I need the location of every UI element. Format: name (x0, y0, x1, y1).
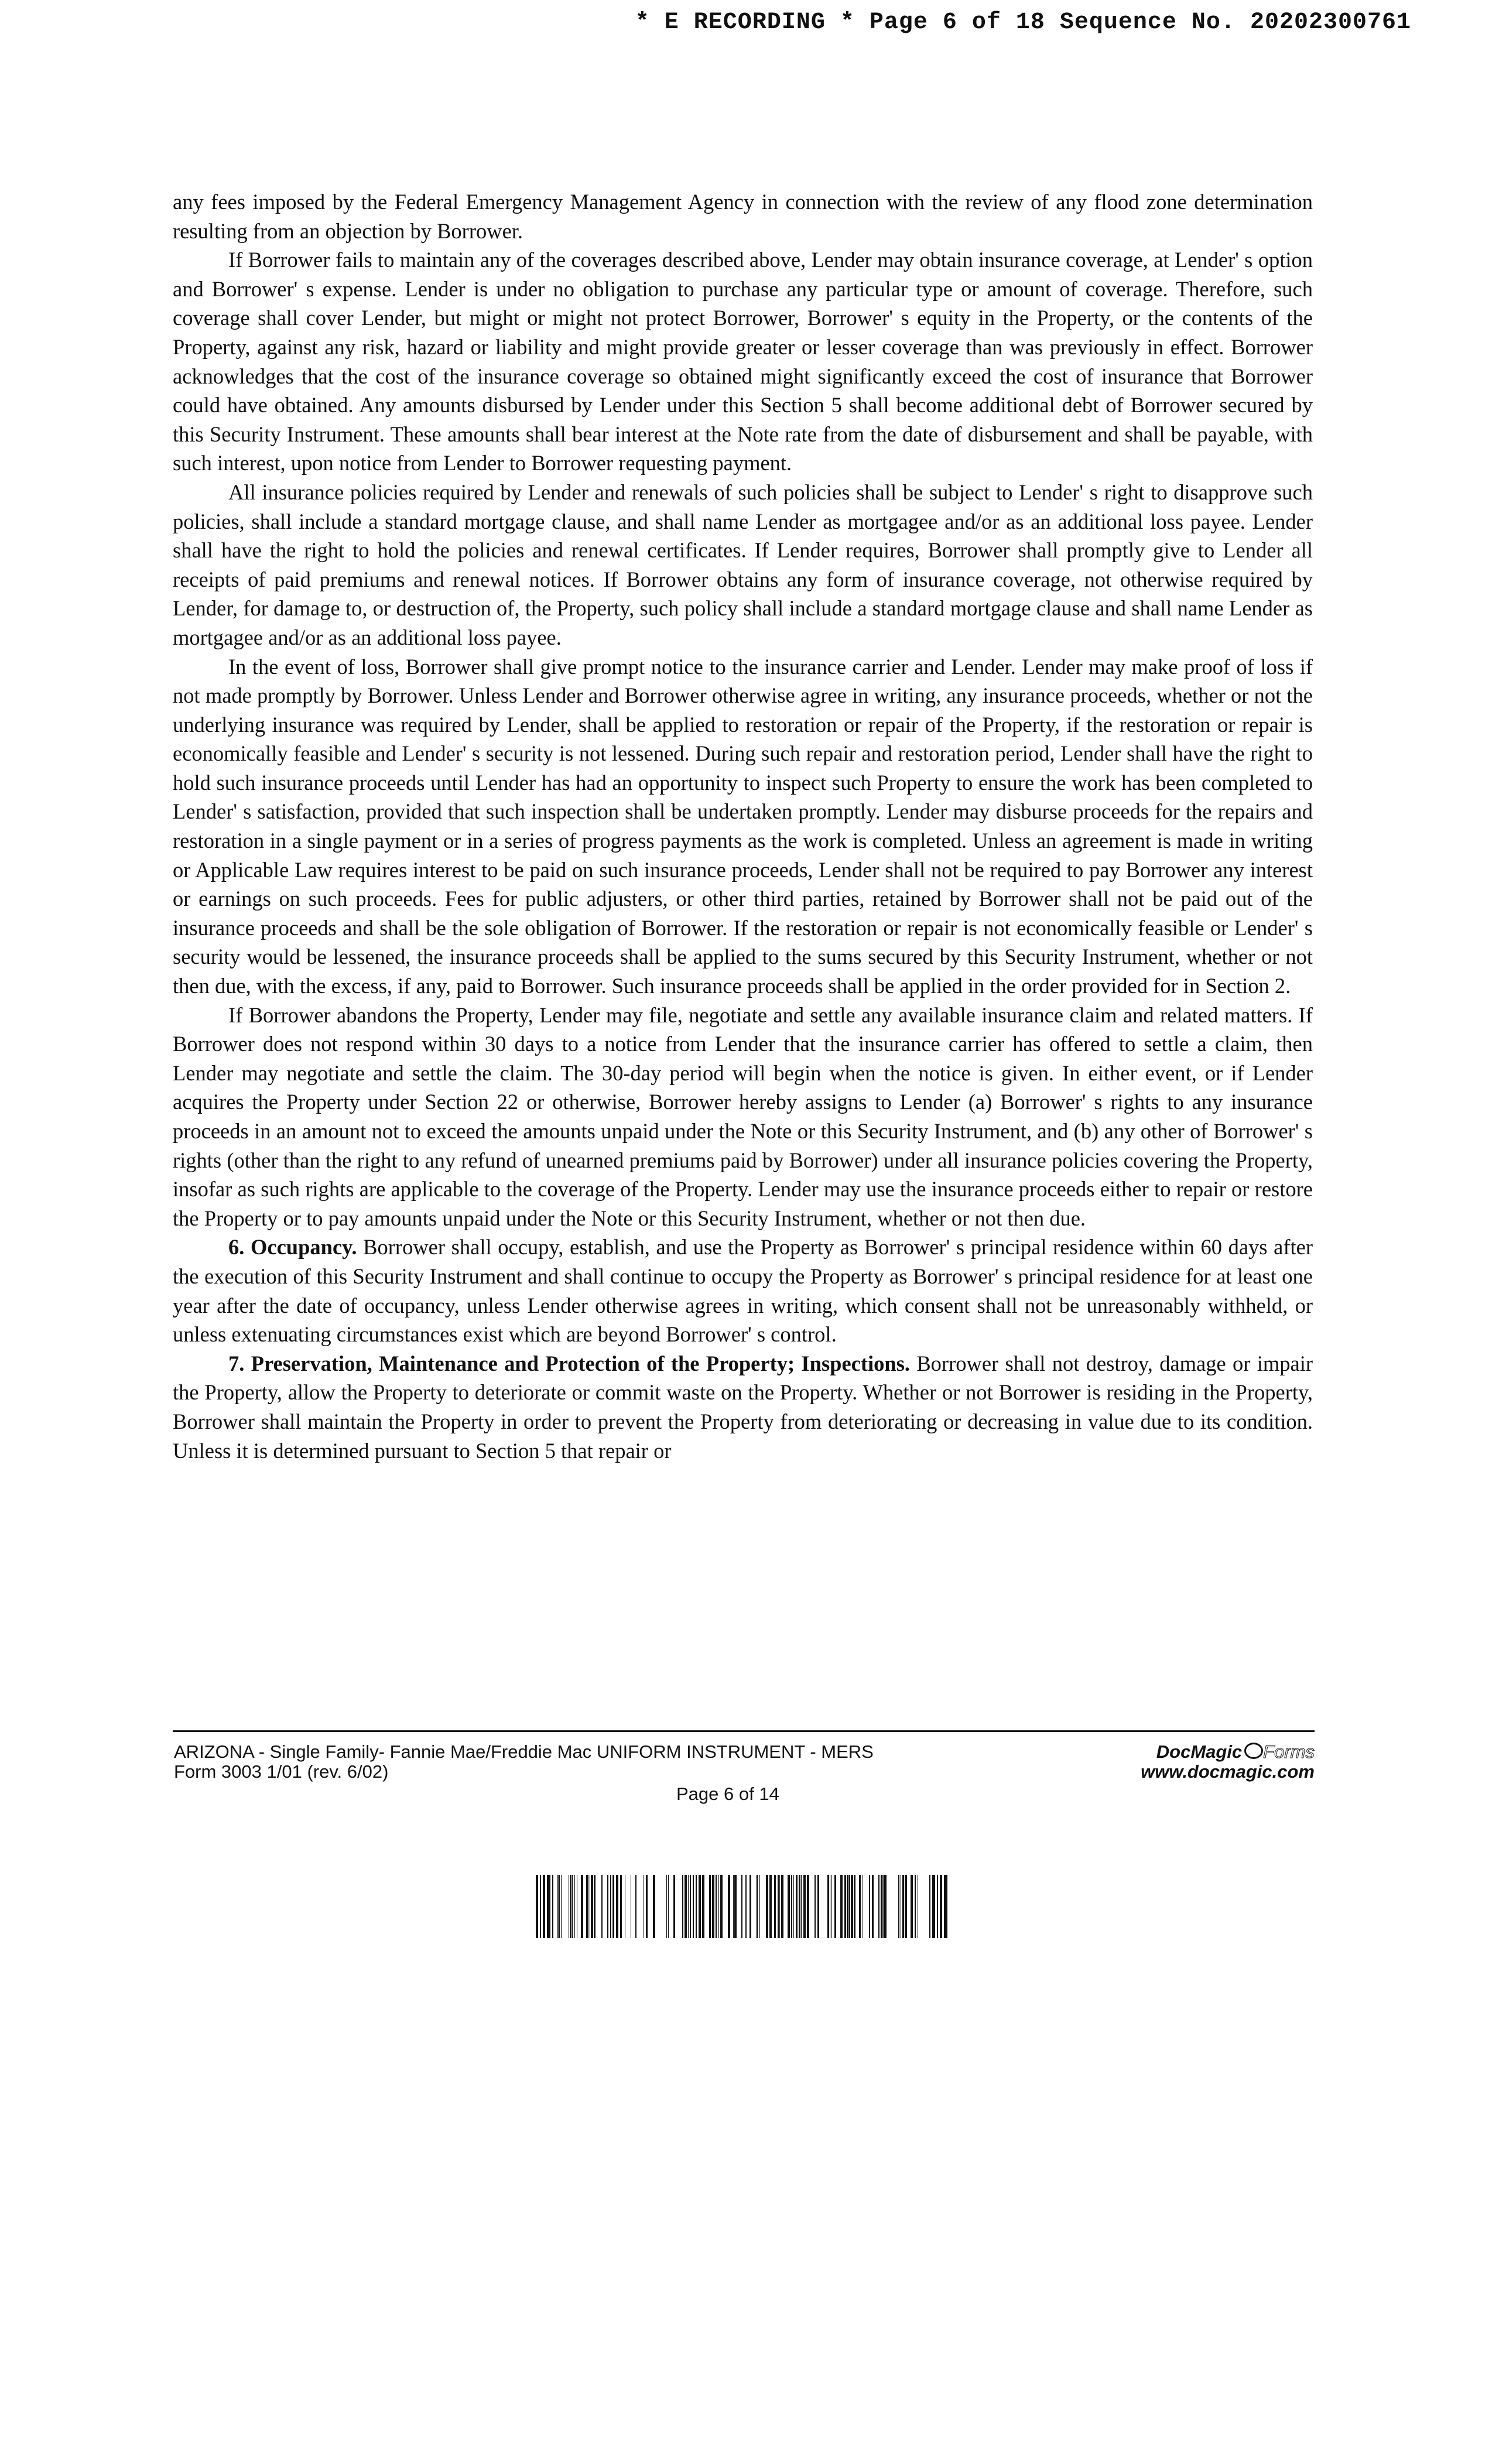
eforms-e-icon (1244, 1743, 1263, 1759)
form-number: Form 3003 1/01 (rev. 6/02) (174, 1761, 389, 1782)
paragraph-event-of-loss: In the event of loss, Borrower shall give prompt notice to the insurance carrier and Lender. Lender may make proof of loss if not made promptly by Borrower. Unless Lender and Borrower otherwise agree in writing, any insurance proceeds, whether or not the underlying insurance was required by Lender, shall be applied to restoration or repair of the Property, if the restoration or repair is economically feasible and Lender' s security is not lessened. During such repair and restoration period, Lender shall have the right to hold such insurance proceeds until Lender has had an opportunity to inspect such Property to ensure the work has been completed to Lender' s satisfaction, provided that such inspection shall be undertaken promptly. Lender may disburse proceeds for the repairs and restoration in a single payment or in a series of progress payments as the work is completed. Unless an agreement is made in writing or Applicable Law requires interest to be paid on such insurance proceeds, Lender shall not be required to pay Borrower any interest or earnings on such proceeds. Fees for public adjusters, or other third parties, retained by Borrower shall not be paid out of the insurance proceeds and shall be the sole obligation of Borrower. If the restoration or repair is not economically feasible or Lender' s security would be lessened, the insurance proceeds shall be applied to the sums secured by this Security Instrument, whether or not then due, with the excess, if any, paid to Borrower. Such insurance proceeds shall be applied in the order provided for in Section 2. (173, 654, 1313, 998)
footer-form-info (174, 1742, 874, 1782)
form-title: ARIZONA - Single Family- Fannie Mae/Freddie Mac UNIFORM INSTRUMENT - MERS (174, 1741, 874, 1762)
paragraph-insurance-policies: All insurance policies required by Lender and renewals of such policies shall be subject to Lender' s right to disapprove such policies, shall include a standard mortgage clause, and shall name Lender as mortgagee and/or as an additional loss payee. Lender shall have the right to hold the policies and renewal certificates. If Lender requires, Borrower shall promptly give to Lender all receipts of paid premiums and renewal notices. If Borrower obtains any form of insurance coverage, not otherwise required by Lender, for damage to, or destruction of, the Property, such policy shall include a standard mortgage clause and shall name Lender as mortgagee and/or as an additional loss payee. (173, 480, 1313, 649)
section-7-text: Borrower shall not destroy, damage or impair the Property, allow the Property to deteriorate or commit waste on the Property. Whether or not Borrower is residing in the Property, Borrower shall maintain the Property in order to prevent the Property from deteriorating or decreasing in value due to its condition. Unless it is determined pursuant to Section 5 that repair or (173, 1351, 1313, 1463)
brand-forms: Forms (1263, 1741, 1315, 1762)
docmagic-branding (1141, 1742, 1315, 1782)
docmagic-website: www.docmagic.com (1141, 1761, 1315, 1782)
recording-header: * E RECORDING * Page 6 of 18 Sequence No. 20202300761 (635, 9, 1411, 36)
barcode-icon (536, 1875, 957, 1938)
section-7-heading: 7. Preservation, Maintenance and Protection of the Property; Inspections. (228, 1351, 911, 1375)
paragraph-flood-fees: any fees imposed by the Federal Emergency Management Agency in connection with the review of any flood zone determination resulting from an objection by Borrower. (173, 190, 1313, 243)
section-7-preservation (173, 1349, 1313, 1465)
brand-name: DocMagic (1156, 1741, 1243, 1762)
page-number: Page 6 of 14 (676, 1784, 779, 1804)
footer-divider (173, 1730, 1315, 1732)
section-6-text: Borrower shall occupy, establish, and use the Property as Borrower' s principal residence within 60 days after the execution of this Security Instrument and shall continue to occupy the Property as Borrower' s principal residence for at least one year after the date of occupancy, unless Lender otherwise agrees in writing, which consent shall not be unreasonably withheld, or unless extenuating circumstances exist which are beyond Borrower' s control. (173, 1235, 1313, 1347)
paragraph-lender-coverage: If Borrower fails to maintain any of the coverages described above, Lender may obtain insurance coverage, at Lender' s option and Borrower' s expense. Lender is under no obligation to purchase any particular type or amount of coverage. Therefore, such coverage shall cover Lender, but might or might not protect Borrower, Borrower' s equity in the Property, or the contents of the Property, against any risk, hazard or liability and might provide greater or lesser coverage than was previously in effect. Borrower acknowledges that the cost of the insurance coverage so obtained might significantly exceed the cost of insurance that Borrower could have obtained. Any amounts disbursed by Lender under this Section 5 shall become additional debt of Borrower secured by this Security Instrument. These amounts shall bear interest at the Note rate from the date of disbursement and shall be payable, with such interest, upon notice from Lender to Borrower requesting payment. (173, 248, 1313, 475)
section-6-occupancy (173, 1233, 1313, 1349)
docmagic-logo (1141, 1742, 1315, 1762)
paragraph-abandonment: If Borrower abandons the Property, Lender may file, negotiate and settle any available insurance claim and related matters. If Borrower does not respond within 30 days to a notice from Lender that the insurance carrier has offered to settle a claim, then Lender may negotiate and settle the claim. The 30-day period will begin when the notice is given. In either event, or if Lender acquires the Property under Section 22 or otherwise, Borrower hereby assigns to Lender (a) Borrower' s rights to any insurance proceeds in an amount not to exceed the amounts unpaid under the Note or this Security Instrument, and (b) any other of Borrower' s rights (other than the right to any refund of unearned premiums paid by Borrower) under all insurance policies covering the Property, insofar as such rights are applicable to the coverage of the Property. Lender may use the insurance proceeds either to repair or restore the Property or to pay amounts unpaid under the Note or this Security Instrument, whether or not then due. (173, 1002, 1313, 1230)
document-body (173, 187, 1313, 1465)
section-6-heading: 6. Occupancy. (228, 1235, 357, 1260)
